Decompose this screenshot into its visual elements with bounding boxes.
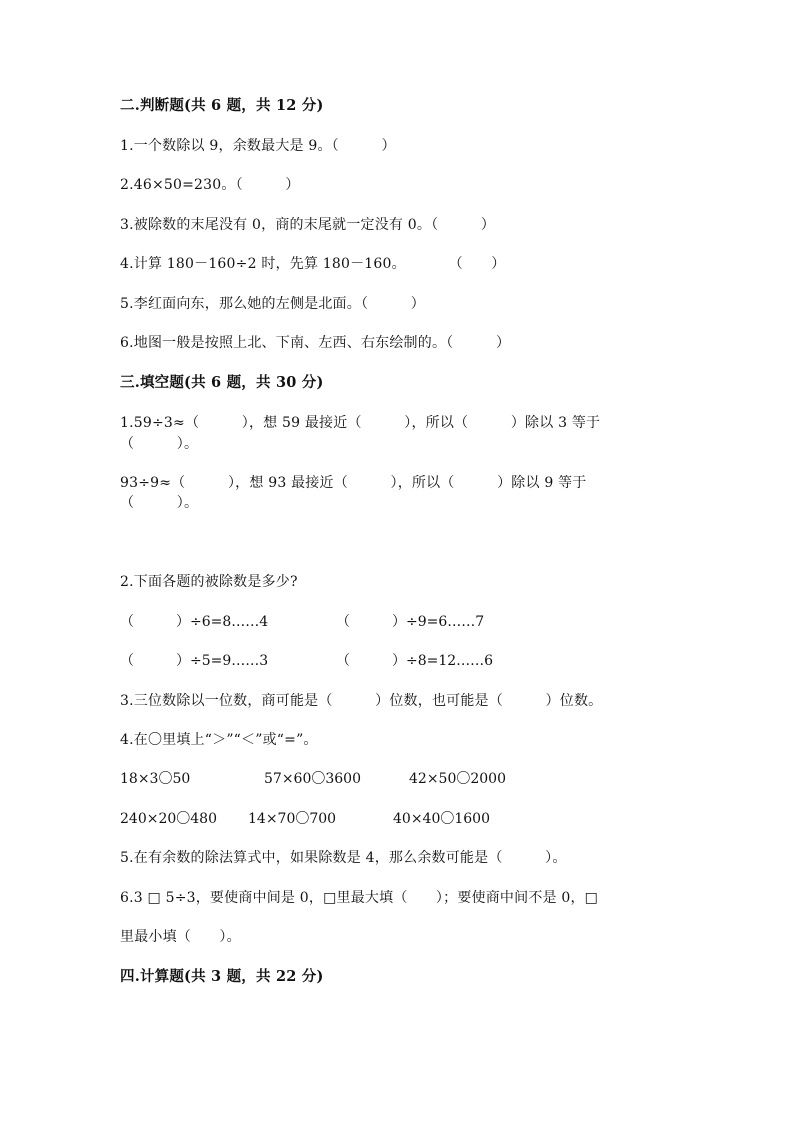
fill-q4-r2c3: 40×40〇1600 (393, 811, 490, 827)
fill-q1-line1: 1.59÷3≈（ ），想 59 最接近（ ），所以（ ）除以 3 等于 (120, 415, 601, 431)
fill-q2-r2c2: （ ）÷8=12……6 (336, 653, 494, 669)
fill-q2-r1c1: （ ）÷6=8……4 (120, 614, 269, 630)
section-4-heading: 四.计算题(共 3 题，共 22 分) (120, 968, 324, 985)
fill-q4-r2c2: 14×70〇700 (248, 811, 337, 827)
judge-item-1: 1.一个数除以 9，余数最大是 9。（ ） (120, 138, 396, 154)
fill-q6-line1: 6.3 □ 5÷3，要使商中间是 0，□里最大填（ ）；要使商中间不是 0，□ (120, 890, 599, 906)
fill-q1-line3: 93÷9≈（ ），想 93 最接近（ ），所以（ ）除以 9 等于 (120, 475, 587, 491)
judge-item-5: 5.李红面向东，那么她的左侧是北面。（ ） (120, 296, 425, 312)
fill-q2-r1c2: （ ）÷9=6……7 (336, 614, 485, 630)
fill-q1-line2: （ ）。 (120, 436, 199, 452)
fill-q2-r2c1: （ ）÷5=9……3 (120, 653, 269, 669)
fill-q2-title: 2.下面各题的被除数是多少? (120, 574, 298, 590)
fill-q6-line2: 里最小填（ ）。 (120, 929, 241, 945)
fill-q4-title: 4.在〇里填上“＞”“＜”或“=”。 (120, 732, 318, 748)
judge-item-4: 4.计算 180－160÷2 时，先算 180－160。 （ ） (120, 256, 506, 272)
judge-item-6: 6.地图一般是按照上北、下南、左西、右东绘制的。（ ） (120, 335, 511, 351)
section-2-heading: 二.判断题(共 6 题，共 12 分) (120, 97, 324, 114)
fill-q3: 3.三位数除以一位数，商可能是（ ）位数，也可能是（ ）位数。 (120, 693, 603, 709)
fill-q4-r2c1: 240×20〇480 (120, 811, 217, 827)
fill-q5: 5.在有余数的除法算式中，如果除数是 4，那么余数可能是（ ）。 (120, 850, 567, 866)
fill-q4-r1c1: 18×3〇50 (120, 771, 191, 787)
fill-q4-r1c2: 57×60〇3600 (264, 771, 361, 787)
section-3-heading: 三.填空题(共 6 题，共 30 分) (120, 374, 324, 391)
judge-item-2: 2.46×50=230。（ ） (120, 177, 300, 193)
fill-q4-r1c3: 42×50〇2000 (409, 771, 506, 787)
fill-q1-line4: （ ）。 (120, 495, 199, 511)
judge-item-3: 3.被除数的末尾没有 0，商的末尾就一定没有 0。（ ） (120, 217, 496, 233)
